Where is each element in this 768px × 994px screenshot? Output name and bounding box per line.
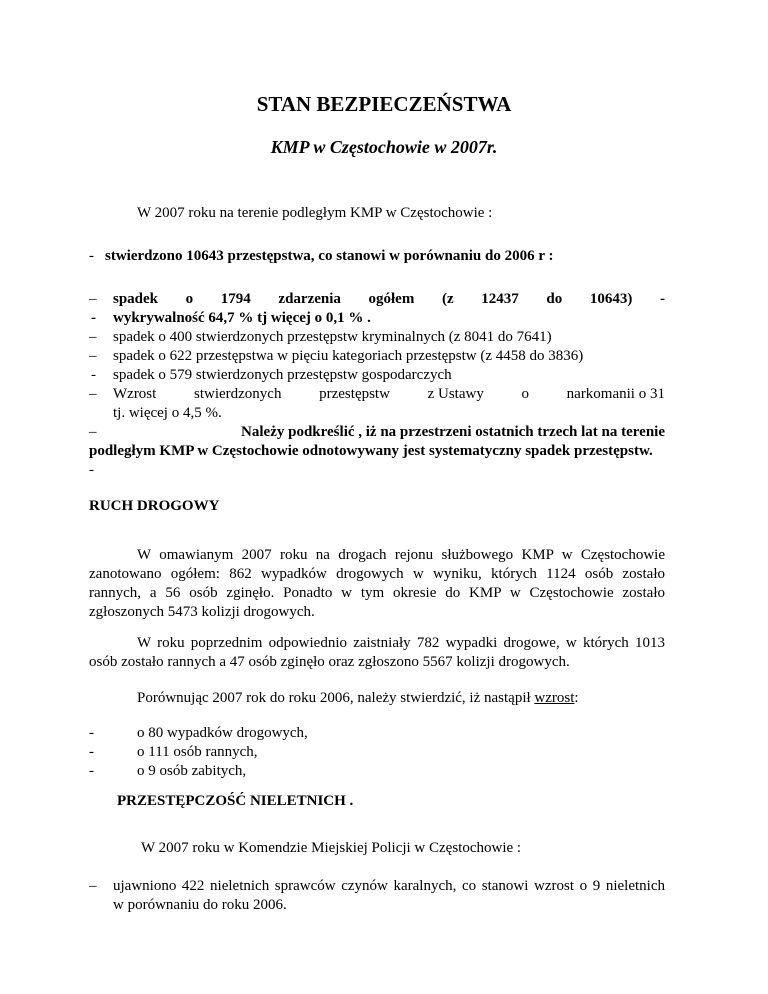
- emphasis-line-2: podległym KMP w Częstochowie odnotowywany jest systematyczny spadek przestępstw.: [89, 443, 653, 459]
- section-heading-road: RUCH DROGOWY: [89, 498, 220, 514]
- bullet-dash: –: [89, 348, 97, 364]
- juvenile-item-line2: w porównaniu do roku 2006.: [113, 897, 287, 913]
- road-comparison: Porównując 2007 rok do roku 2006, należy stwierdzić, iż nastąpił wzrost:: [137, 690, 579, 706]
- road-para1-line2: zanotowano ogółem: 862 wypadków drogowych w wyniku, których 1124 osób zostało: [89, 566, 665, 582]
- emphasis-trailing-dash: -: [89, 462, 94, 478]
- juvenile-dash: –: [89, 878, 97, 894]
- section-heading-juvenile: PRZESTĘPCZOŚĆ NIELETNICH .: [117, 793, 354, 809]
- bullet-dash: –: [89, 386, 97, 402]
- road-para1-line1: W omawianym 2007 roku na drogach rejonu służbowego KMP w Częstochowie: [137, 547, 665, 563]
- list-item-accidents: o 80 wypadków drogowych,: [137, 725, 308, 741]
- bullet-decrease-total: spadek o 1794 zdarzenia ogółem (z 12437 do 10643) -: [113, 291, 665, 307]
- road-para1-line4: zgłoszonych 5473 kolizji drogowych.: [89, 604, 315, 620]
- road-para1-line3: rannych, a 56 osób zginęło. Ponadto w tym okresie do KMP w Częstochowie zostało: [89, 585, 665, 601]
- bullet-categories: spadek o 622 przestępstwa w pięciu kategoriach przestępstw (z 4458 do 3836): [113, 348, 584, 364]
- list-dash: -: [89, 725, 94, 741]
- list-item-killed: o 9 osób zabitych,: [137, 763, 247, 779]
- road-para2-line1: W roku poprzednim odpowiednio zaistniały 782 wypadki drogowe, w których 1013: [137, 635, 665, 651]
- juvenile-item-line1: ujawniono 422 nieletnich sprawców czynów karalnych, co stanowi wzrost o 9 nieletnich: [113, 878, 665, 894]
- bullet-narcotics-cont: tj. więcej o 4,5 %.: [113, 405, 222, 421]
- bullet-criminal: spadek o 400 stwierdzonych przestępstw kryminalnych (z 8041 do 7641): [113, 329, 552, 345]
- statement-dash: -: [89, 248, 94, 264]
- bullet-dash: –: [89, 329, 97, 345]
- page-subtitle: KMP w Częstochowie w 2007r.: [270, 137, 498, 157]
- bullet-dash: -: [91, 310, 96, 326]
- bullet-narcotics: Wzrost stwierdzonych przestępstw z Ustawy o narkomanii o 31: [113, 386, 665, 402]
- road-para2-line2: osób zostało rannych a 47 osób zginęło oraz zgłoszono 5567 kolizji drogowych.: [89, 654, 570, 670]
- emphasis-line-1: Należy podkreślić , iż na przestrzeni ostatnich trzech lat na terenie: [241, 424, 665, 440]
- emphasis-dash: –: [89, 424, 97, 440]
- bullet-economic: spadek o 579 stwierdzonych przestępstw gospodarczych: [113, 367, 452, 383]
- list-item-injured: o 111 osób rannych,: [137, 744, 258, 760]
- bullet-dash: –: [89, 291, 97, 307]
- list-dash: -: [89, 763, 94, 779]
- page-title: STAN BEZPIECZEŃSTWA: [256, 92, 512, 116]
- juvenile-intro: W 2007 roku w Komendzie Miejskiej Policji w Częstochowie :: [141, 840, 522, 856]
- statement-text: stwierdzono 10643 przestępstwa, co stanowi w porównaniu do 2006 r :: [105, 248, 554, 264]
- intro-text: W 2007 roku na terenie podległym KMP w Częstochowie :: [137, 205, 493, 221]
- bullet-dash: -: [91, 367, 96, 383]
- bullet-detection-rate: wykrywalność 64,7 % tj więcej o 0,1 % .: [113, 310, 371, 326]
- list-dash: -: [89, 744, 94, 760]
